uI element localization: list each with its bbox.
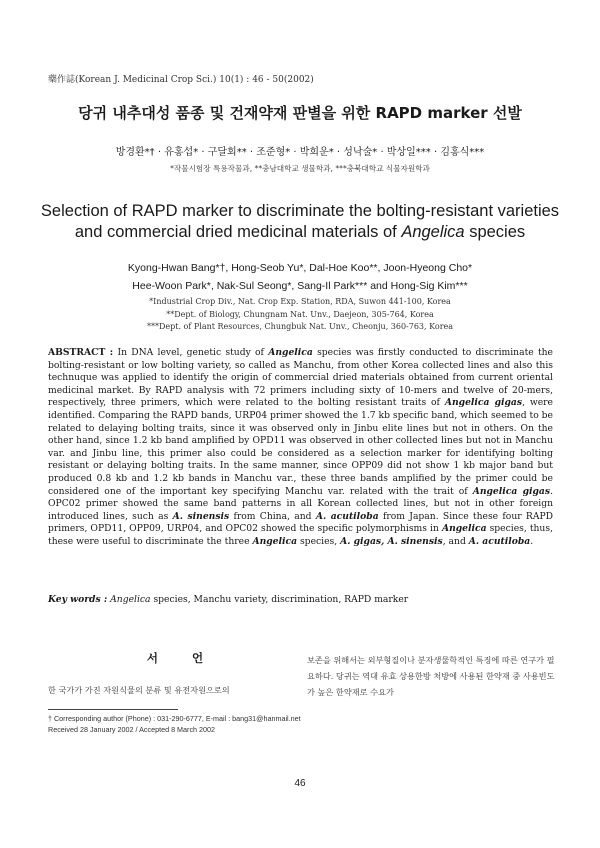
footnote-divider xyxy=(48,709,178,710)
keywords xyxy=(48,594,408,605)
abstract-text: species, xyxy=(297,535,341,547)
english-title-pre: Selection of RAPD marker to discriminate the bolting-resistant varieties and commercial dried medicinal materials of xyxy=(40,202,560,241)
abstract-italic: Angelica gigas xyxy=(444,397,523,409)
affiliation-line: ***Dept. of Plant Resources, Chungbuk Nat. Unv., Cheonju, 360-763, Korea xyxy=(146,322,454,331)
abstract xyxy=(48,347,553,549)
abstract-text: from China, and xyxy=(229,510,316,522)
affiliation-line: *Industrial Crop Div., Nat. Crop Exp. Station, RDA, Suwon 441-100, Korea xyxy=(149,297,451,306)
page-number: 46 xyxy=(294,778,306,789)
korean-title: 당귀 내추대성 품종 및 건재약재 판별을 위한 RAPD marker 선발 xyxy=(78,104,522,122)
section-heading: 서 언 xyxy=(146,651,204,665)
korean-authors: 방경환*† · 유홍섭* · 구달회** · 조준형* · 박희운* · 성낙술* · 박상일*** · 김홍식*** xyxy=(115,147,485,158)
english-authors-line1: Kyong-Hwan Bang*†, Hong-Seob Yu*, Dal-Hoe Koo**, Joon-Hyeong Cho* xyxy=(127,262,473,274)
english-title-post: species xyxy=(464,223,526,241)
abstract-italic: Angelica xyxy=(441,523,487,535)
keywords-label: Key words : xyxy=(48,594,108,605)
abstract-italic: A. acutiloba xyxy=(315,510,379,522)
abstract-italic: A. gigas, A. sinensis xyxy=(340,535,443,547)
abstract-text: . xyxy=(530,535,534,547)
abstract-italic: Angelica gigas xyxy=(472,485,551,497)
abstract-italic: A. sinensis xyxy=(172,510,230,522)
abstract-text: species, thus, these were useful to discriminate the three xyxy=(48,523,553,547)
body-right-column: 보존을 위해서는 외부형질이나 분자생물학적인 특징에 따른 연구가 필요하다. 당귀는 역대 유효 상용한방 처방에 사용된 한약재 중 사용빈도가 높은 한약재로 수요가 xyxy=(307,655,555,697)
english-authors xyxy=(40,259,560,295)
english-title xyxy=(40,201,560,243)
body-left-column: 한 국가가 가진 자원식물의 분류 및 유전자원으로의 xyxy=(48,685,230,695)
abstract-italic: Angelica xyxy=(252,535,298,547)
abstract-text: , and xyxy=(442,535,469,547)
abstract-label: ABSTRACT : xyxy=(48,347,114,358)
abstract-text: . OPC02 primer showed the same band patterns in all Korean collected lines, but not in other foreign introduced lines, such as xyxy=(48,485,553,522)
footnote-corresponding: † Corresponding author (Phone) : 031-290-6777, E-mail : bang31@hanmail.net xyxy=(48,714,301,723)
korean-affiliations: *작물시험장 특용작물과, **충남대학교 생물학과, ***충북대학교 식물자원학과 xyxy=(170,164,430,173)
abstract-italic: A. acutiloba xyxy=(468,535,531,547)
english-affiliations xyxy=(0,296,600,334)
english-authors-line2: Hee-Woon Park*, Nak-Sul Seong*, Sang-Il Park*** and Hong-Sig Kim*** xyxy=(132,280,468,292)
abstract-text: species was firstly conducted to discriminate the bolting-resistant or low bolting variety, so called as Manchu, from other Korea collected lines and also this technuque was applied to identify the origin of commercial dried materials obtained from current oriental medicinal market. By RAPD analysis with 72 primers including sixty of 10-mers and twelve of 20-mers, respectively, three primers, which were related to the bolting resistant traits of xyxy=(48,347,553,409)
footnote xyxy=(48,713,301,735)
abstract-text: , were identified. Comparing the RAPD bands, URP04 primer showed the 1.7 kb specific band, which seemed to be related to delaying bolting traits, since it was observed only in Jinbu elite lines but not in others. On the other hand, since 1.2 kb band amplified by OPD11 was observed in other collected lines but not in Manchu var. and Jinbu line, this primer also could be considered as a selection marker for identifying bolting resistant or delaying bolting traits. In the same manner, since OPP09 did not show 1 kb major band but produced 0.8 kb and 1.2 kb bands in Manchu var., these three bands amplified by the primer could be considered one of the important key specifying Manchu var. related with the trait of xyxy=(48,397,553,497)
abstract-text: In DNA level, genetic study of xyxy=(113,347,269,358)
english-title-italic: Angelica xyxy=(401,223,465,241)
keywords-italic: Angelica xyxy=(110,594,151,605)
footnote-received: Received 28 January 2002 / Accepted 8 March 2002 xyxy=(48,725,216,734)
affiliation-line: **Dept. of Biology, Chungnam Nat. Unv., Daejeon, 305-764, Korea xyxy=(166,309,434,319)
abstract-text: from Japan. Since these four RAPD primers, OPD11, OPP09, URP04, and OPC02 showed the specific polymorphisms in xyxy=(48,510,554,535)
abstract-italic: Angelica xyxy=(268,347,313,358)
journal-header: 藥作誌(Korean J. Medicinal Crop Sci.) 10(1) : 46 - 50(2002) xyxy=(48,75,314,85)
keywords-text: species, Manchu variety, discrimination, RAPD marker xyxy=(150,594,409,605)
